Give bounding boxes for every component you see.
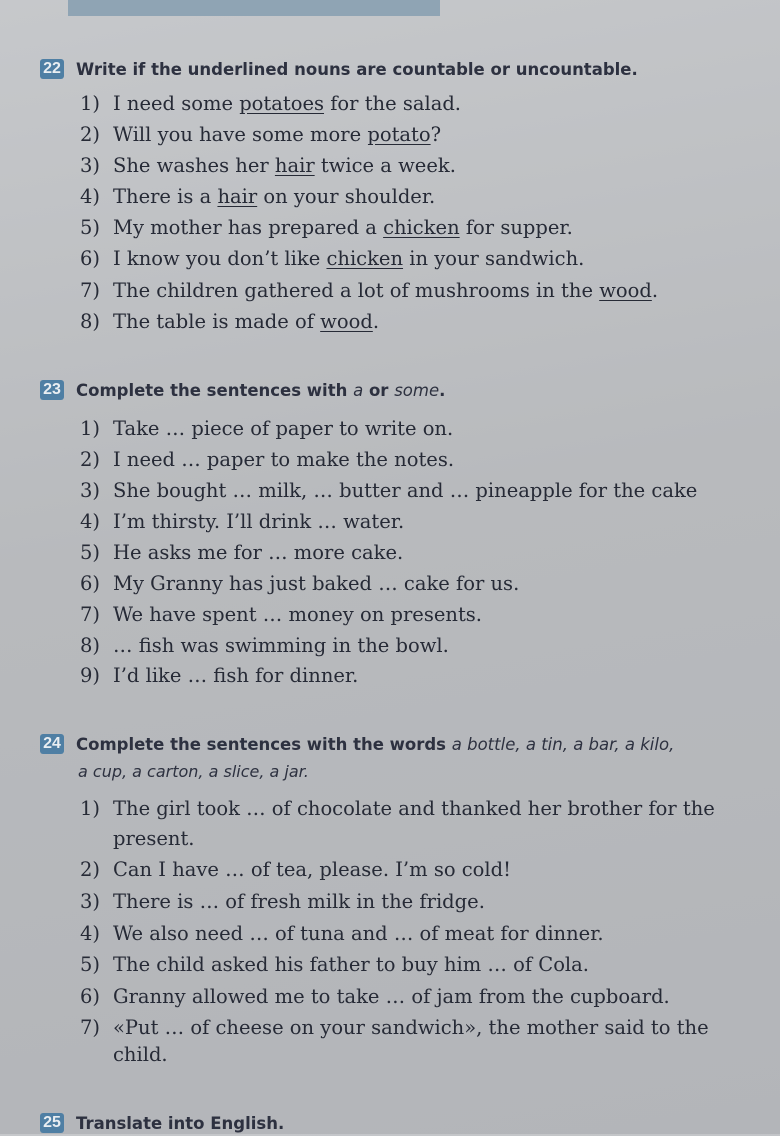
exercise-subtitle: a cup, a carton, a slice, a jar. xyxy=(78,762,309,781)
sentence-item: 5) The child asked his father to buy him … of Cola. xyxy=(80,953,589,976)
sentence-item: 1) I need some potatoes for the salad. xyxy=(80,92,462,115)
sentence-continuation: present. xyxy=(113,827,195,850)
sentence-item: 3) She washes her hair twice a week. xyxy=(80,154,456,177)
exercise-title: Translate into English. xyxy=(76,1114,285,1133)
exercise-25-header xyxy=(40,1112,284,1136)
underlined-noun: wood xyxy=(599,279,652,302)
sentence-item: 2) Can I have … of tea, please. I’m so cold! xyxy=(80,858,511,881)
sentence-item: 6) Granny allowed me to take … of jam from the cupboard. xyxy=(80,985,670,1008)
exercise-number-badge: 24 xyxy=(40,734,64,754)
exercise-number-badge: 23 xyxy=(40,380,64,400)
sentence-item: 7) The children gathered a lot of mushrooms in the wood. xyxy=(80,279,659,302)
sentence-item: 8) The table is made of wood. xyxy=(80,310,380,333)
exercise-23-header xyxy=(40,379,445,403)
sentence-item: 4) I’m thirsty. I’ll drink … water. xyxy=(80,510,405,533)
underlined-noun: chicken xyxy=(383,216,460,239)
sentence-item: 5) He asks me for … more cake. xyxy=(80,541,404,564)
exercise-title: Complete the sentences with the words a bottle, a tin, a bar, a kilo, xyxy=(76,735,675,754)
exercise-title: Complete the sentences with a or some. xyxy=(76,381,446,400)
sentence-item: 4) There is a hair on your shoulder. xyxy=(80,185,436,208)
exercise-number-badge: 22 xyxy=(40,59,64,79)
exercise-22-header xyxy=(40,58,638,82)
sentence-item: 7) We have spent … money on presents. xyxy=(80,603,482,626)
page-header-band xyxy=(68,0,440,16)
underlined-noun: potato xyxy=(367,123,431,146)
sentence-item: 2) I need … paper to make the notes. xyxy=(80,448,455,471)
underlined-noun: wood xyxy=(320,310,373,333)
sentence-item: 5) My mother has prepared a chicken for supper. xyxy=(80,216,573,239)
sentence-item: 6) My Granny has just baked … cake for us. xyxy=(80,572,520,595)
sentence-continuation: child. xyxy=(113,1043,168,1066)
underlined-noun: hair xyxy=(217,185,258,208)
sentence-item: 4) We also need … of tuna and … of meat for dinner. xyxy=(80,922,604,945)
sentence-item: 7) «Put … of cheese on your sandwich», the mother said to the xyxy=(80,1016,709,1039)
sentence-item: 1) The girl took … of chocolate and thanked her brother for the xyxy=(80,797,715,820)
exercise-title: Write if the underlined nouns are countable or uncountable. xyxy=(76,60,638,79)
sentence-item: 3) She bought … milk, … butter and … pineapple for the cake xyxy=(80,479,698,502)
sentence-item: 9) I’d like … fish for dinner. xyxy=(80,664,359,687)
underlined-noun: hair xyxy=(274,154,315,177)
underlined-noun: potatoes xyxy=(239,92,325,115)
sentence-item: 1) Take … piece of paper to write on. xyxy=(80,417,454,440)
sentence-item: 6) I know you don’t like chicken in your sandwich. xyxy=(80,247,585,270)
exercise-24-header xyxy=(40,733,674,757)
sentence-item: 8) … fish was swimming in the bowl. xyxy=(80,634,449,657)
underlined-noun: chicken xyxy=(326,247,404,270)
sentence-item: 3) There is … of fresh milk in the fridge. xyxy=(80,890,485,913)
exercise-number-badge: 25 xyxy=(40,1113,64,1133)
sentence-item: 2) Will you have some more potato? xyxy=(80,123,442,146)
